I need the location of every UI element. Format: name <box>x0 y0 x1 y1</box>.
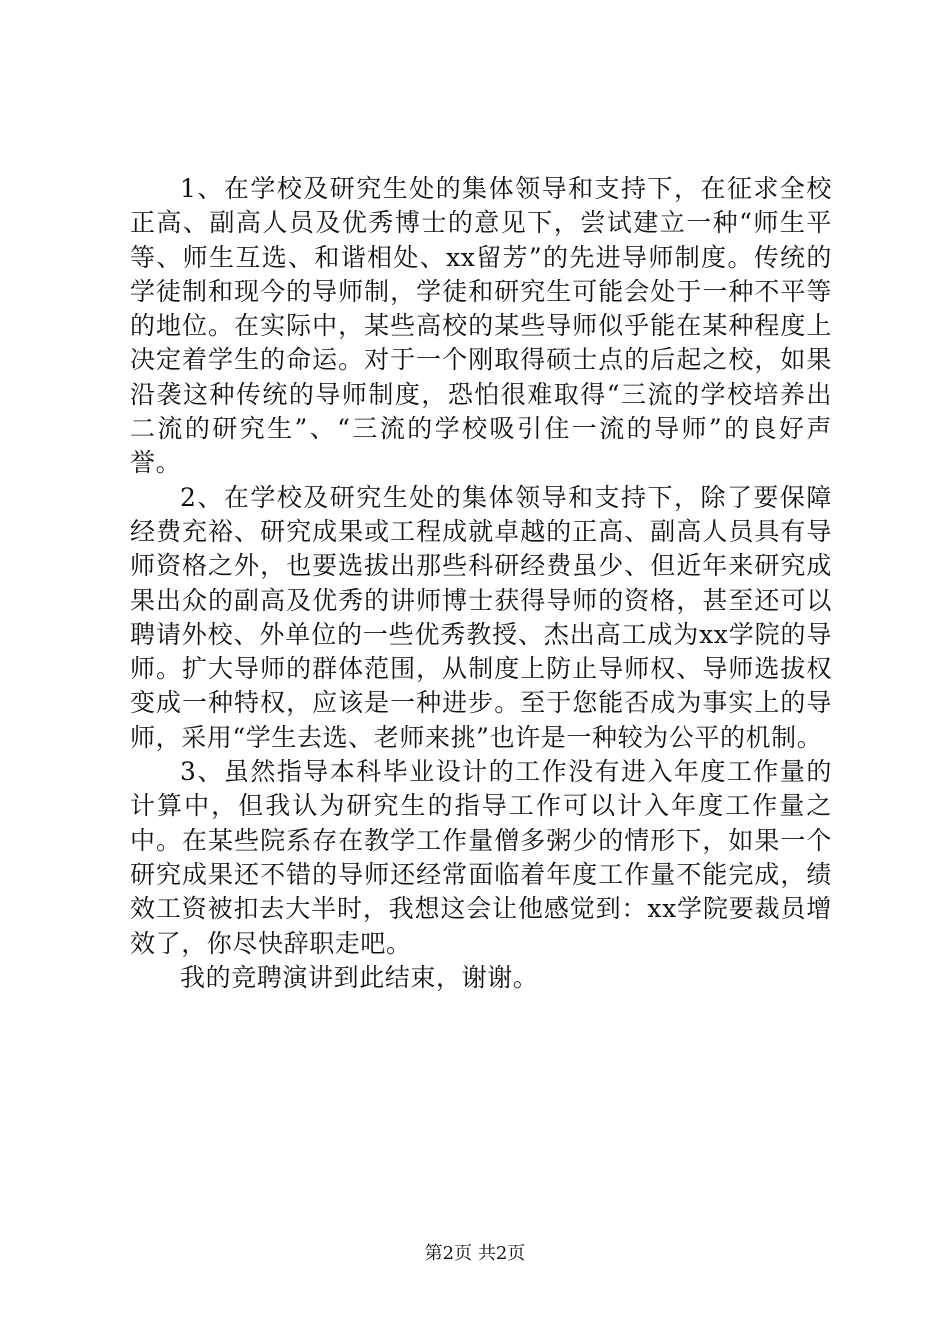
paragraph-3: 3、虽然指导本科毕业设计的工作没有进入年度工作量的计算中，但我认为研究生的指导工作可以计入年度工作量之中。在某些院系存在教学工作量僧多粥少的情形下，如果一个研究成果还不错的导师还经常面临着年度工作量不能完成，绩效工资被扣去大半时，我想这会让他感觉到：xx学院要裁员增效了，你尽快辞职走吧。 <box>130 757 832 958</box>
page-number-label: 第2页 共2页 <box>424 1243 526 1264</box>
paragraph-1: 1、在学校及研究生处的集体领导和支持下，在征求全校正高、副高人员及优秀博士的意见下，尝试建立一种“师生平等、师生互选、和谐相处、xx留芳”的先进导师制度。传统的学徒制和现今的导师制，学徒和研究生可能会处于一种不平等的地位。在实际中，某些高校的某些导师似乎能在某种程度上决定着学生的命运。对于一个刚取得硕士点的后起之校，如果沿袭这种传统的导师制度，恐怕很难取得“三流的学校培养出二流的研究生”、“三流的学校吸引住一流的导师”的良好声誉。 <box>130 174 832 478</box>
page-footer <box>0 1242 950 1266</box>
paragraph-2: 2、在学校及研究生处的集体领导和支持下，除了要保障经费充裕、研究成果或工程成就卓越的正高、副高人员具有导师资格之外，也要选拔出那些科研经费虽少、但近年来研究成果出众的副高及优秀的讲师博士获得导师的资格，甚至还可以聘请外校、外单位的一些优秀教授、杰出高工成为xx学院的导师。扩大导师的群体范围，从制度上防止导师权、导师选拔权变成一种特权，应该是一种进步。至于您能否成为事实上的导师，采用“学生去选、老师来挑”也许是一种较为公平的机制。 <box>130 482 832 752</box>
closing-paragraph: 我的竞聘演讲到此结束，谢谢。 <box>180 962 539 992</box>
document-body <box>130 172 832 995</box>
